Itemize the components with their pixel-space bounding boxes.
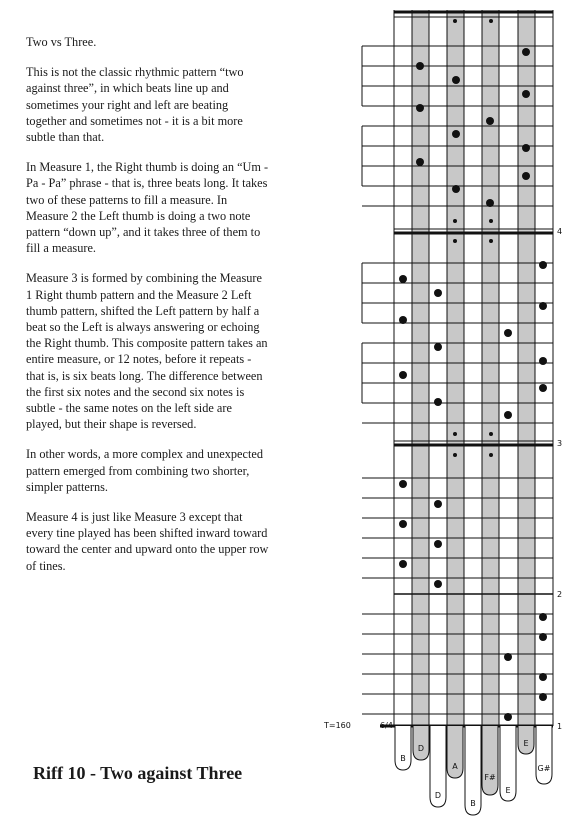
tine-label-e-lower: E xyxy=(505,786,511,795)
paragraph: In other words, a more complex and unexpected pattern emerged from combining two shorter, simpler patterns. xyxy=(26,447,263,494)
shaded-tines xyxy=(412,10,535,726)
tine-label-a: A xyxy=(452,762,458,771)
measure-number: 3 xyxy=(557,439,563,448)
paragraph: This is not the classic rhythmic pattern “two against three”, in which beats line up and sometimes your right and left are beating together and sometimes not - it is a bit more subtle than that. xyxy=(26,65,244,145)
tine-label-b-left: B xyxy=(400,754,406,763)
measure-number: 2 xyxy=(557,590,563,599)
tempo-marking: T=160 xyxy=(324,721,351,730)
tine-label-g-sharp: G# xyxy=(537,764,551,773)
tine-label-e-upper: E xyxy=(523,739,529,748)
paragraph: Measure 3 is formed by combining the Measure 1 Right thumb pattern and the Measure 2 Left thumb pattern, shifted the Left pattern by half a beat so the Left is always answering or echoing the Right thumb. This composite pattern takes an entire measure, or 12 notes, before it repeats - that is, is six beats long. The difference between the first six notes and the second six notes is subtle - the same notes on the left side are played, but their shape is reversed. xyxy=(26,271,268,432)
tine-label-d-upper: D xyxy=(417,744,425,753)
riff-title: Riff 10 - Two against Three xyxy=(33,763,243,783)
measure-number: 4 xyxy=(557,227,563,236)
intro-heading: Two vs Three. xyxy=(26,35,97,49)
tine-label-b-center: B xyxy=(470,799,476,808)
paragraph: Measure 4 is just like Measure 3 except that every tine played has been shifted inward toward toward the center and upward onto the upper row of tines. xyxy=(26,510,269,573)
measure-number: 1 xyxy=(557,722,563,731)
tine-label-d-lower: D xyxy=(434,791,442,800)
time-signature: 6/4 xyxy=(380,721,393,730)
tine-label-f-sharp: F# xyxy=(484,773,496,782)
paragraph: In Measure 1, the Right thumb is doing an “Um - Pa - Pa” phrase - that is, three beats long. It takes two of these patterns to fill a measure. In Measure 2 the Left thumb is doing a two note pattern “down up”, and it takes three of them to fill a measure. xyxy=(26,160,269,256)
